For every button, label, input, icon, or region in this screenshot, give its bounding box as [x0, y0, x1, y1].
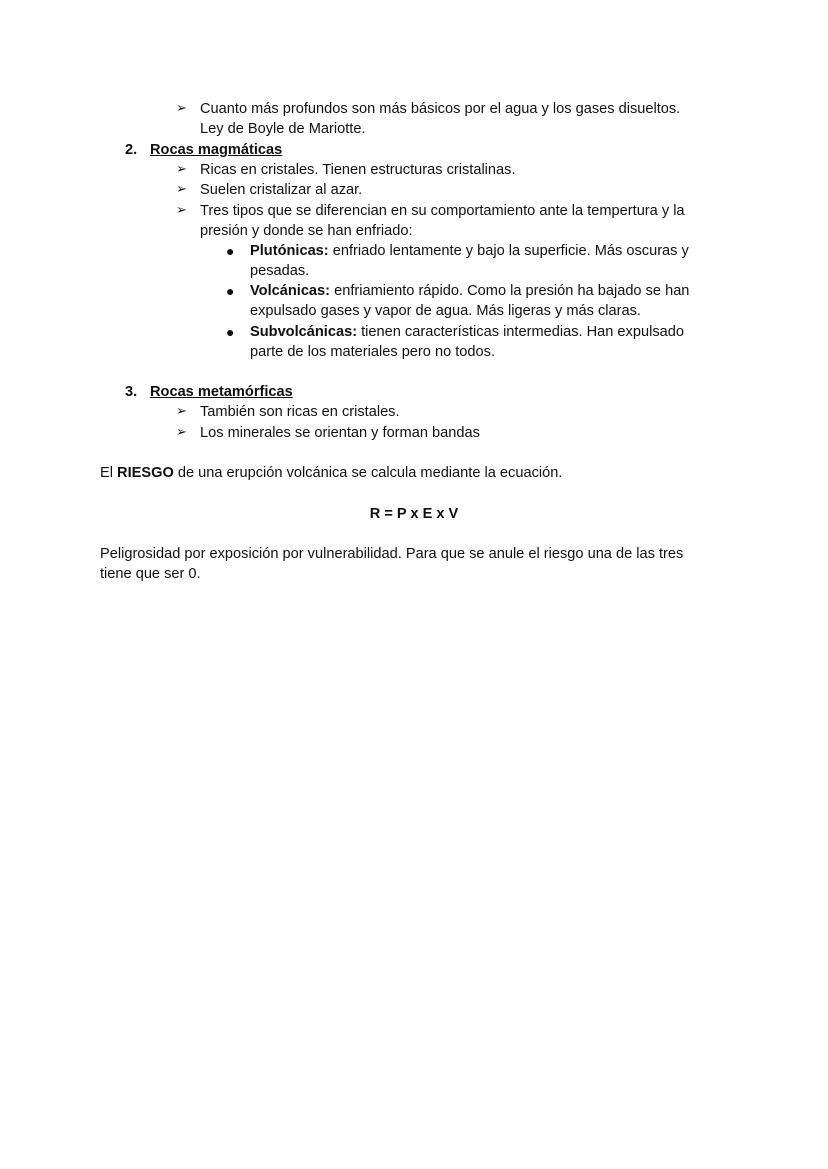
sub-list-item-text: parte de los materiales pero no todos. — [250, 344, 495, 360]
arrow-bullet-icon: ➢ — [176, 203, 187, 218]
explanation-paragraph: tiene que ser 0. — [100, 566, 201, 582]
section-heading: Rocas magmáticas — [150, 142, 283, 158]
list-item-text: Suelen cristalizar al azar. — [200, 182, 363, 198]
arrow-bullet-icon: ➢ — [176, 404, 187, 419]
sub-list-item-text — [250, 322, 684, 342]
definition-text: enfriamiento rápido. Como la presión ha bajado se han — [330, 283, 690, 299]
list-item-text: Ricas en cristales. Tienen estructuras cristalinas. — [200, 162, 516, 178]
riesgo-term: RIESGO — [117, 465, 174, 481]
section-heading: Rocas metamórficas — [150, 384, 293, 400]
definition-text: tienen características intermedias. Han expulsado — [357, 324, 684, 340]
sub-list-item-text — [250, 241, 689, 261]
explanation-paragraph: Peligrosidad por exposición por vulnerabilidad. Para que se anule el riesgo una de las tres — [100, 546, 684, 562]
list-item-text: También son ricas en cristales. — [200, 404, 400, 420]
arrow-bullet-icon: ➢ — [176, 101, 187, 116]
sub-list-item-text: pesadas. — [250, 263, 310, 279]
term-subvolcanicas: Subvolcánicas: — [250, 324, 358, 340]
arrow-bullet-icon: ➢ — [176, 425, 187, 440]
definition-text: enfriado lentamente y bajo la superficie. Más oscuras y — [328, 243, 689, 259]
dot-bullet-icon: ● — [226, 324, 235, 340]
term-volcanicas: Volcánicas: — [250, 283, 331, 299]
arrow-bullet-icon: ➢ — [176, 182, 187, 197]
list-item-text: Cuanto más profundos son más básicos por el agua y los gases disueltos. — [200, 101, 681, 117]
list-item-text: presión y donde se han enfriado: — [200, 223, 413, 239]
paragraph-text: de una erupción volcánica se calcula mediante la ecuación. — [173, 465, 563, 481]
section-number: 3. — [125, 384, 138, 400]
section-number: 2. — [125, 142, 138, 158]
riesgo-paragraph — [100, 463, 562, 483]
paragraph-text: El — [100, 465, 118, 481]
dot-bullet-icon: ● — [226, 243, 235, 259]
equation: R = P x E x V — [369, 506, 459, 522]
sub-list-item-text — [250, 281, 689, 301]
sub-list-item-text: expulsado gases y vapor de agua. Más ligeras y más claras. — [250, 303, 641, 319]
arrow-bullet-icon: ➢ — [176, 162, 187, 177]
list-item-text: Tres tipos que se diferencian en su comportamiento ante la tempertura y la — [200, 203, 685, 219]
list-item-text: Los minerales se orientan y forman bandas — [200, 425, 480, 441]
term-plutonicas: Plutónicas: — [250, 243, 329, 259]
dot-bullet-icon: ● — [226, 283, 235, 299]
list-item-text: Ley de Boyle de Mariotte. — [200, 121, 366, 137]
